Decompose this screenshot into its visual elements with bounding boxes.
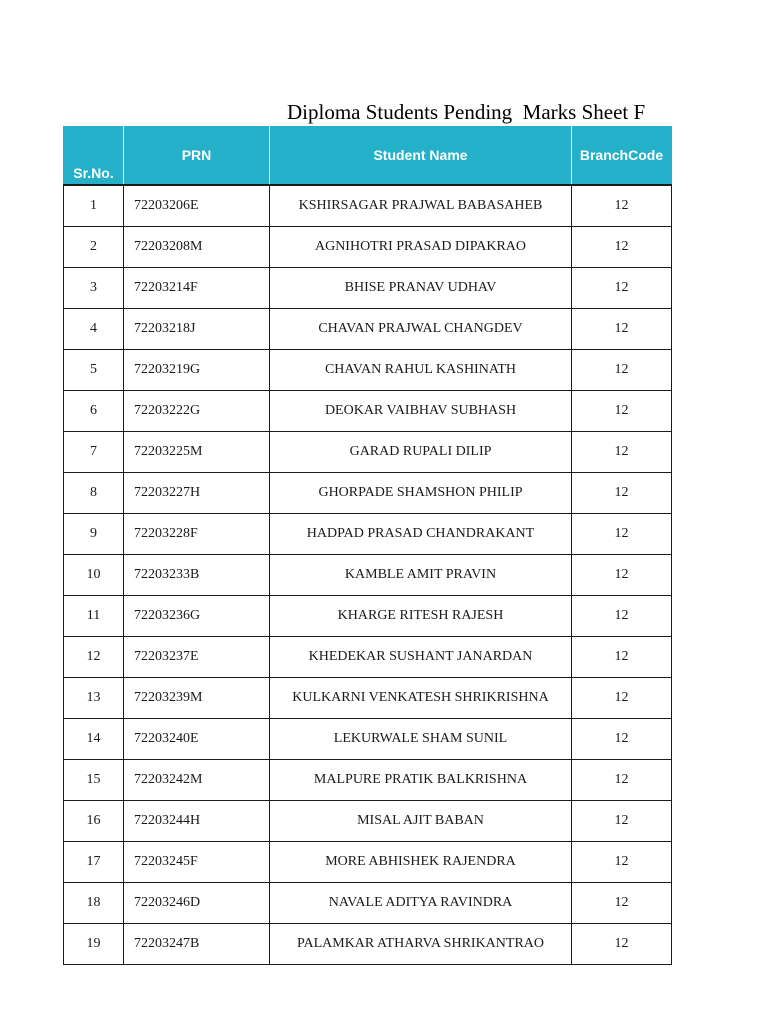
prn-cell: 72203206E bbox=[124, 185, 270, 227]
branch-code-cell: 12 bbox=[572, 842, 672, 883]
sr-no-cell: 14 bbox=[64, 719, 124, 760]
student-name-cell: HADPAD PRASAD CHANDRAKANT bbox=[270, 514, 572, 555]
document-title: Diploma Students Pending Marks Sheet F bbox=[287, 100, 646, 124]
table-row bbox=[64, 473, 672, 514]
student-name-cell: CHAVAN PRAJWAL CHANGDEV bbox=[270, 309, 572, 350]
sr-no-cell: 17 bbox=[64, 842, 124, 883]
student-name-cell: LEKURWALE SHAM SUNIL bbox=[270, 719, 572, 760]
table-row bbox=[64, 391, 672, 432]
student-name-cell: AGNIHOTRI PRASAD DIPAKRAO bbox=[270, 227, 572, 268]
sr-no-cell: 19 bbox=[64, 924, 124, 965]
sr-no-cell: 10 bbox=[64, 555, 124, 596]
pending-marks-sheet-table bbox=[63, 126, 672, 965]
sr-no-cell: 1 bbox=[64, 185, 124, 227]
student-name-cell: CHAVAN RAHUL KASHINATH bbox=[270, 350, 572, 391]
sr-no-cell: 12 bbox=[64, 637, 124, 678]
branch-code-cell: 12 bbox=[572, 596, 672, 637]
branch-code-cell: 12 bbox=[572, 514, 672, 555]
prn-cell: 72203236G bbox=[124, 596, 270, 637]
branch-code-cell: 12 bbox=[572, 432, 672, 473]
branch-code-cell: 12 bbox=[572, 227, 672, 268]
student-name-cell: MALPURE PRATIK BALKRISHNA bbox=[270, 760, 572, 801]
table-header-row bbox=[64, 126, 672, 185]
sr-no-cell: 2 bbox=[64, 227, 124, 268]
student-name-cell: GARAD RUPALI DILIP bbox=[270, 432, 572, 473]
prn-cell: 72203240E bbox=[124, 719, 270, 760]
branch-code-cell: 12 bbox=[572, 760, 672, 801]
student-name-cell: KAMBLE AMIT PRAVIN bbox=[270, 555, 572, 596]
student-name-cell: MORE ABHISHEK RAJENDRA bbox=[270, 842, 572, 883]
table-row bbox=[64, 760, 672, 801]
prn-cell: 72203239M bbox=[124, 678, 270, 719]
sr-no-cell: 9 bbox=[64, 514, 124, 555]
table-row bbox=[64, 924, 672, 965]
prn-cell: 72203245F bbox=[124, 842, 270, 883]
prn-cell: 72203222G bbox=[124, 391, 270, 432]
prn-cell: 72203225M bbox=[124, 432, 270, 473]
sr-no-cell: 3 bbox=[64, 268, 124, 309]
table-row bbox=[64, 350, 672, 391]
branch-code-cell: 12 bbox=[572, 185, 672, 227]
branch-code-cell: 12 bbox=[572, 350, 672, 391]
branch-code-cell: 12 bbox=[572, 678, 672, 719]
sr-no-cell: 6 bbox=[64, 391, 124, 432]
sr-no-cell: 18 bbox=[64, 883, 124, 924]
branch-code-cell: 12 bbox=[572, 801, 672, 842]
table-row bbox=[64, 185, 672, 227]
branch-code-cell: 12 bbox=[572, 268, 672, 309]
student-name-cell: NAVALE ADITYA RAVINDRA bbox=[270, 883, 572, 924]
student-name-cell: MISAL AJIT BABAN bbox=[270, 801, 572, 842]
table-row bbox=[64, 432, 672, 473]
table-row bbox=[64, 309, 672, 350]
sr-no-cell: 16 bbox=[64, 801, 124, 842]
sr-no-cell: 15 bbox=[64, 760, 124, 801]
prn-cell: 72203214F bbox=[124, 268, 270, 309]
prn-cell: 72203247B bbox=[124, 924, 270, 965]
prn-cell: 72203242M bbox=[124, 760, 270, 801]
table-row bbox=[64, 719, 672, 760]
prn-cell: 72203227H bbox=[124, 473, 270, 514]
prn-cell: 72203228F bbox=[124, 514, 270, 555]
table-row bbox=[64, 883, 672, 924]
sr-no-cell: 5 bbox=[64, 350, 124, 391]
prn-cell: 72203246D bbox=[124, 883, 270, 924]
branch-code-cell: 12 bbox=[572, 391, 672, 432]
table-body bbox=[64, 185, 672, 965]
student-name-cell: GHORPADE SHAMSHON PHILIP bbox=[270, 473, 572, 514]
student-name-cell: KULKARNI VENKATESH SHRIKRISHNA bbox=[270, 678, 572, 719]
table-row bbox=[64, 227, 672, 268]
student-name-cell: KHEDEKAR SUSHANT JANARDAN bbox=[270, 637, 572, 678]
column-header-sr-no: Sr.No. bbox=[64, 126, 124, 185]
student-name-cell: BHISE PRANAV UDHAV bbox=[270, 268, 572, 309]
table-row bbox=[64, 514, 672, 555]
prn-cell: 72203244H bbox=[124, 801, 270, 842]
branch-code-cell: 12 bbox=[572, 924, 672, 965]
table-row bbox=[64, 555, 672, 596]
prn-cell: 72203208M bbox=[124, 227, 270, 268]
table-row bbox=[64, 596, 672, 637]
table-row bbox=[64, 801, 672, 842]
student-name-cell: DEOKAR VAIBHAV SUBHASH bbox=[270, 391, 572, 432]
column-header-student-name: Student Name bbox=[270, 126, 572, 185]
branch-code-cell: 12 bbox=[572, 883, 672, 924]
table-row bbox=[64, 842, 672, 883]
sr-no-cell: 4 bbox=[64, 309, 124, 350]
table-viewport bbox=[63, 126, 672, 951]
sr-no-cell: 7 bbox=[64, 432, 124, 473]
branch-code-cell: 12 bbox=[572, 473, 672, 514]
column-header-prn: PRN bbox=[124, 126, 270, 185]
prn-cell: 72203219G bbox=[124, 350, 270, 391]
prn-cell: 72203237E bbox=[124, 637, 270, 678]
student-name-cell: KSHIRSAGAR PRAJWAL BABASAHEB bbox=[270, 185, 572, 227]
branch-code-cell: 12 bbox=[572, 555, 672, 596]
branch-code-cell: 12 bbox=[572, 637, 672, 678]
branch-code-cell: 12 bbox=[572, 719, 672, 760]
prn-cell: 72203233B bbox=[124, 555, 270, 596]
table-row bbox=[64, 637, 672, 678]
sr-no-cell: 13 bbox=[64, 678, 124, 719]
prn-cell: 72203218J bbox=[124, 309, 270, 350]
student-name-cell: PALAMKAR ATHARVA SHRIKANTRAO bbox=[270, 924, 572, 965]
sr-no-cell: 11 bbox=[64, 596, 124, 637]
branch-code-cell: 12 bbox=[572, 309, 672, 350]
sr-no-cell: 8 bbox=[64, 473, 124, 514]
table-row bbox=[64, 268, 672, 309]
table-header bbox=[64, 126, 672, 185]
table-row bbox=[64, 678, 672, 719]
student-name-cell: KHARGE RITESH RAJESH bbox=[270, 596, 572, 637]
column-header-branch-code: BranchCode bbox=[572, 126, 672, 185]
